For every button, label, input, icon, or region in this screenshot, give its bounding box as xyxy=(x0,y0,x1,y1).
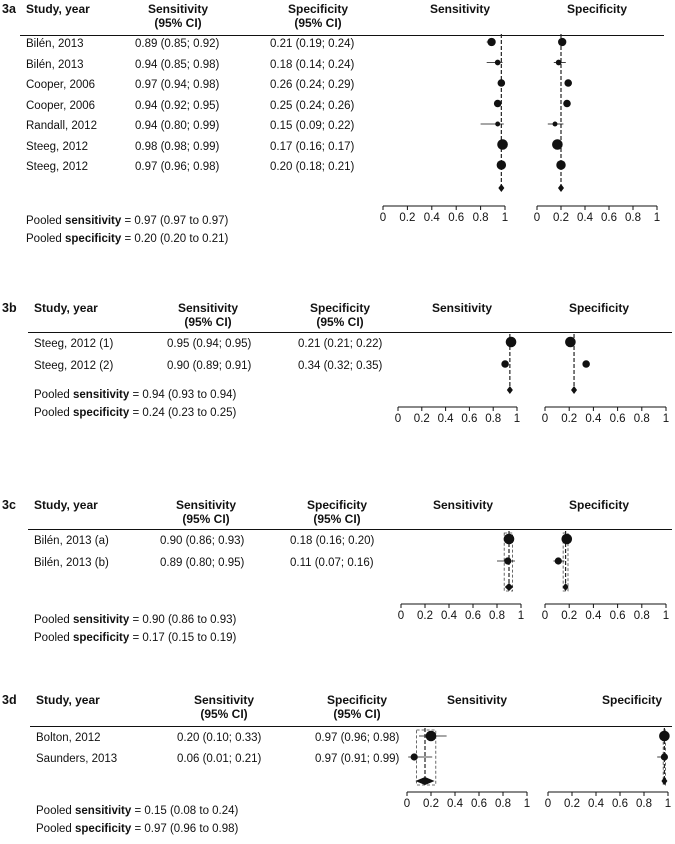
sensitivity-point-estimate xyxy=(501,360,509,368)
specificity-tick-label: 0.4 xyxy=(585,610,602,622)
pooled-measure: specificity xyxy=(73,407,130,419)
forest-panel-3b xyxy=(0,295,675,457)
pooled-measure: sensitivity xyxy=(65,215,122,227)
specificity-tick-label: 0.4 xyxy=(585,413,602,425)
header-sensitivity-plot: Sensitivity xyxy=(429,2,491,16)
pooled-equals: = xyxy=(134,805,142,817)
sensitivity-tick-label: 0 xyxy=(397,610,405,622)
header-sensitivity-ci: Sensitivity (95% CI) xyxy=(177,301,239,329)
study-name: Bilén, 2013 xyxy=(26,58,84,71)
header-sensitivity-plot: Sensitivity xyxy=(432,498,494,512)
pooled-specificity-text xyxy=(36,823,238,835)
sensitivity-point-estimate xyxy=(504,557,511,564)
specificity-pooled-diamond xyxy=(571,386,577,394)
specificity-value: 0.97 (0.96; 0.98) xyxy=(315,732,400,744)
specificity-tick-label: 1 xyxy=(662,413,670,425)
specificity-value: 0.25 (0.24; 0.26) xyxy=(270,99,355,112)
forest-panel-3a xyxy=(0,0,675,256)
sensitivity-tick-label: 0.4 xyxy=(441,610,457,622)
sensitivity-tick-label: 1 xyxy=(501,212,509,224)
pooled-equals: = xyxy=(132,407,140,419)
pooled-value: 0.17 (0.15 to 0.19) xyxy=(142,632,237,644)
pooled-measure: sensitivity xyxy=(75,805,132,817)
study-name: Saunders, 2013 xyxy=(36,753,118,765)
sensitivity-value: 0.90 (0.86; 0.93) xyxy=(160,535,245,547)
sensitivity-tick-label: 0.2 xyxy=(417,610,433,622)
specificity-tick-label: 0.2 xyxy=(561,610,578,622)
pooled-measure: specificity xyxy=(73,632,130,644)
specificity-tick-label: 0 xyxy=(544,798,552,810)
sensitivity-point-estimate xyxy=(487,38,495,46)
specificity-value: 0.26 (0.24; 0.29) xyxy=(270,79,355,91)
pooled-equals: = xyxy=(132,632,140,644)
specificity-value: 0.15 (0.09; 0.22) xyxy=(270,120,355,132)
sensitivity-point-estimate xyxy=(498,79,506,87)
sensitivity-value: 0.94 (0.80; 0.99) xyxy=(135,120,220,132)
forest-panel-3d xyxy=(0,691,675,842)
specificity-value: 0.17 (0.16; 0.17) xyxy=(270,140,355,153)
pooled-prefix: Pooled xyxy=(34,632,70,644)
sensitivity-value: 0.89 (0.85; 0.92) xyxy=(135,38,220,50)
sensitivity-tick-label: 0.2 xyxy=(423,798,439,810)
specificity-point-estimate xyxy=(661,753,668,760)
sensitivity-tick-label: 0.8 xyxy=(485,413,502,425)
forest-plot-svg-3a xyxy=(0,0,675,236)
specificity-tick-label: 0.4 xyxy=(577,212,593,224)
study-name: Cooper, 2006 xyxy=(26,99,96,112)
sensitivity-point-estimate xyxy=(411,753,418,760)
pooled-prefix: Pooled xyxy=(26,215,62,227)
sensitivity-tick-label: 0.8 xyxy=(472,212,489,224)
pooled-measure: sensitivity xyxy=(73,389,130,401)
specificity-point-estimate xyxy=(553,122,558,127)
pooled-measure: specificity xyxy=(65,233,122,245)
specificity-tick-label: 0.6 xyxy=(612,798,628,810)
sensitivity-tick-label: 0 xyxy=(403,798,411,810)
header-sensitivity-ci: Sensitivity (95% CI) xyxy=(147,2,209,30)
specificity-tick-label: 0 xyxy=(533,212,541,224)
header-sensitivity-plot: Sensitivity xyxy=(446,693,508,707)
sensitivity-tick-label: 0 xyxy=(379,212,387,224)
pooled-prefix: Pooled xyxy=(34,407,70,419)
specificity-tick-label: 0.2 xyxy=(564,798,580,810)
specificity-tick-label: 0.4 xyxy=(588,798,604,810)
header-specificity-plot: Specificity xyxy=(601,693,663,707)
header-specificity-ci: Specificity (95% CI) xyxy=(309,301,371,329)
specificity-value: 0.11 (0.07; 0.16) xyxy=(290,557,374,569)
sensitivity-value: 0.97 (0.96; 0.98) xyxy=(135,161,220,173)
study-name: Randall, 2012 xyxy=(26,120,97,132)
specificity-point-estimate xyxy=(659,731,670,742)
specificity-value: 0.21 (0.19; 0.24) xyxy=(270,38,355,50)
specificity-point-estimate xyxy=(561,534,572,545)
header-specificity-ci: Specificity (95% CI) xyxy=(306,498,368,526)
sensitivity-point-estimate xyxy=(495,122,500,127)
sensitivity-tick-label: 1 xyxy=(517,610,525,622)
sensitivity-value: 0.97 (0.94; 0.98) xyxy=(135,79,220,91)
header-specificity-ci: Specificity (95% CI) xyxy=(287,2,349,30)
sensitivity-tick-label: 0.6 xyxy=(461,413,478,425)
header-specificity-ci: Specificity (95% CI) xyxy=(326,693,388,721)
sensitivity-value: 0.94 (0.85; 0.98) xyxy=(135,58,220,71)
specificity-tick-label: 1 xyxy=(662,610,670,622)
header-specificity-plot: Specificity xyxy=(568,498,630,512)
sensitivity-point-estimate xyxy=(426,731,437,742)
sensitivity-point-estimate xyxy=(494,100,502,108)
specificity-tick-label: 0 xyxy=(541,610,549,622)
pooled-value: 0.90 (0.86 to 0.93) xyxy=(142,614,237,626)
sensitivity-tick-label: 0.2 xyxy=(399,212,416,224)
specificity-point-estimate xyxy=(563,100,571,108)
sensitivity-value: 0.95 (0.94; 0.95) xyxy=(167,338,252,350)
sensitivity-tick-label: 0.6 xyxy=(465,610,481,622)
specificity-value: 0.18 (0.16; 0.20) xyxy=(290,535,375,547)
pooled-value: 0.97 (0.97 to 0.97) xyxy=(134,215,229,227)
sensitivity-pooled-diamond xyxy=(505,583,513,591)
specificity-point-estimate xyxy=(564,79,572,87)
pooled-prefix: Pooled xyxy=(26,233,62,245)
sensitivity-tick-label: 0.6 xyxy=(471,798,487,810)
specificity-point-estimate xyxy=(556,160,565,169)
specificity-value: 0.97 (0.91; 0.99) xyxy=(315,753,400,765)
header-specificity-plot: Specificity xyxy=(566,2,628,16)
sensitivity-value: 0.98 (0.98; 0.99) xyxy=(135,140,220,153)
specificity-point-estimate xyxy=(555,557,562,564)
specificity-value: 0.21 (0.21; 0.22) xyxy=(298,338,383,350)
sensitivity-value: 0.94 (0.92; 0.95) xyxy=(135,99,220,112)
pooled-prefix: Pooled xyxy=(36,805,72,817)
sensitivity-tick-label: 0.4 xyxy=(447,798,463,810)
sensitivity-tick-label: 0.4 xyxy=(423,212,440,224)
sensitivity-tick-label: 0 xyxy=(394,413,402,425)
sensitivity-point-estimate xyxy=(506,337,517,348)
sensitivity-pooled-diamond xyxy=(507,386,513,394)
study-name: Bolton, 2012 xyxy=(36,732,101,744)
specificity-tick-label: 0.2 xyxy=(561,413,578,425)
study-name: Bilén, 2013 (a) xyxy=(34,535,109,547)
specificity-tick-label: 1 xyxy=(653,212,661,224)
specificity-tick-label: 0.6 xyxy=(609,413,626,425)
sensitivity-tick-label: 1 xyxy=(523,798,531,810)
sensitivity-point-estimate xyxy=(504,534,515,545)
sensitivity-tick-label: 0.8 xyxy=(495,798,511,810)
sensitivity-value: 0.06 (0.01; 0.21) xyxy=(177,753,262,765)
sensitivity-tick-label: 0.4 xyxy=(437,413,454,425)
specificity-tick-label: 0.8 xyxy=(633,610,650,622)
header-sensitivity-ci: Sensitivity (95% CI) xyxy=(175,498,237,526)
pooled-value: 0.94 (0.93 to 0.94) xyxy=(142,389,237,401)
sensitivity-tick-label: 0.2 xyxy=(413,413,430,425)
pooled-equals: = xyxy=(124,233,132,245)
study-name: Bilén, 2013 (b) xyxy=(34,557,109,569)
specificity-pooled-diamond xyxy=(558,184,564,192)
sensitivity-point-estimate xyxy=(495,60,501,66)
pooled-prefix: Pooled xyxy=(34,389,70,401)
pooled-prefix: Pooled xyxy=(36,823,72,835)
header-study-year: Study, year xyxy=(26,2,90,16)
study-name: Steeg, 2012 (1) xyxy=(34,338,114,350)
header-study-year: Study, year xyxy=(34,301,98,315)
header-study-year: Study, year xyxy=(34,498,98,512)
panel-label: 3a xyxy=(2,2,16,16)
pooled-equals: = xyxy=(132,389,140,401)
pooled-equals: = xyxy=(132,614,140,626)
pooled-value: 0.15 (0.08 to 0.24) xyxy=(144,805,239,817)
specificity-tick-label: 0.6 xyxy=(601,212,617,224)
specificity-point-estimate xyxy=(558,38,566,46)
specificity-point-estimate xyxy=(556,60,562,66)
specificity-tick-label: 0.8 xyxy=(625,212,641,224)
sensitivity-value: 0.20 (0.10; 0.33) xyxy=(177,732,262,744)
study-name: Steeg, 2012 (2) xyxy=(34,360,114,372)
specificity-tick-label: 0 xyxy=(541,413,549,425)
sensitivity-tick-label: 0.8 xyxy=(489,610,505,622)
header-study-year: Study, year xyxy=(36,693,100,707)
pooled-equals: = xyxy=(134,823,142,835)
study-name: Steeg, 2012 xyxy=(26,140,89,153)
sensitivity-tick-label: 1 xyxy=(513,413,521,425)
pooled-value: 0.97 (0.96 to 0.98) xyxy=(144,823,239,835)
forest-plot-svg-3d xyxy=(0,691,675,822)
specificity-tick-label: 0.2 xyxy=(553,212,569,224)
specificity-tick-label: 0.8 xyxy=(633,413,650,425)
sensitivity-point-estimate xyxy=(497,139,508,150)
specificity-tick-label: 0.8 xyxy=(636,798,652,810)
forest-plot-svg-3c xyxy=(0,492,675,634)
specificity-point-estimate xyxy=(552,139,563,150)
specificity-tick-label: 1 xyxy=(664,798,672,810)
forest-plot-svg-3b xyxy=(0,295,675,437)
study-name: Cooper, 2006 xyxy=(26,79,96,91)
sensitivity-point-estimate xyxy=(497,160,506,169)
sensitivity-value: 0.90 (0.89; 0.91) xyxy=(167,360,252,372)
pooled-value: 0.24 (0.23 to 0.25) xyxy=(142,407,237,419)
specificity-value: 0.34 (0.32; 0.35) xyxy=(298,360,383,372)
panel-label: 3c xyxy=(2,498,16,512)
sensitivity-pooled-diamond xyxy=(415,777,434,785)
pooled-equals: = xyxy=(124,215,132,227)
study-name: Bilén, 2013 xyxy=(26,38,84,50)
pooled-measure: specificity xyxy=(75,823,132,835)
pooled-measure: sensitivity xyxy=(73,614,130,626)
specificity-pooled-diamond xyxy=(661,777,667,785)
header-sensitivity-ci: Sensitivity (95% CI) xyxy=(193,693,255,721)
sensitivity-value: 0.89 (0.80; 0.95) xyxy=(160,557,245,569)
header-sensitivity-plot: Sensitivity xyxy=(431,301,493,315)
specificity-value: 0.20 (0.18; 0.21) xyxy=(270,161,355,173)
pooled-prefix: Pooled xyxy=(34,614,70,626)
sensitivity-pooled-diamond xyxy=(498,184,504,192)
panel-label: 3d xyxy=(2,693,17,707)
study-name: Steeg, 2012 xyxy=(26,161,89,173)
specificity-value: 0.18 (0.14; 0.24) xyxy=(270,58,355,71)
forest-panel-3c xyxy=(0,492,675,654)
pooled-value: 0.20 (0.20 to 0.21) xyxy=(134,233,229,245)
panel-label: 3b xyxy=(2,301,17,315)
sensitivity-tick-label: 0.6 xyxy=(448,212,465,224)
specificity-point-estimate xyxy=(582,360,590,368)
specificity-point-estimate xyxy=(565,337,576,348)
specificity-tick-label: 0.6 xyxy=(609,610,626,622)
header-specificity-plot: Specificity xyxy=(568,301,630,315)
